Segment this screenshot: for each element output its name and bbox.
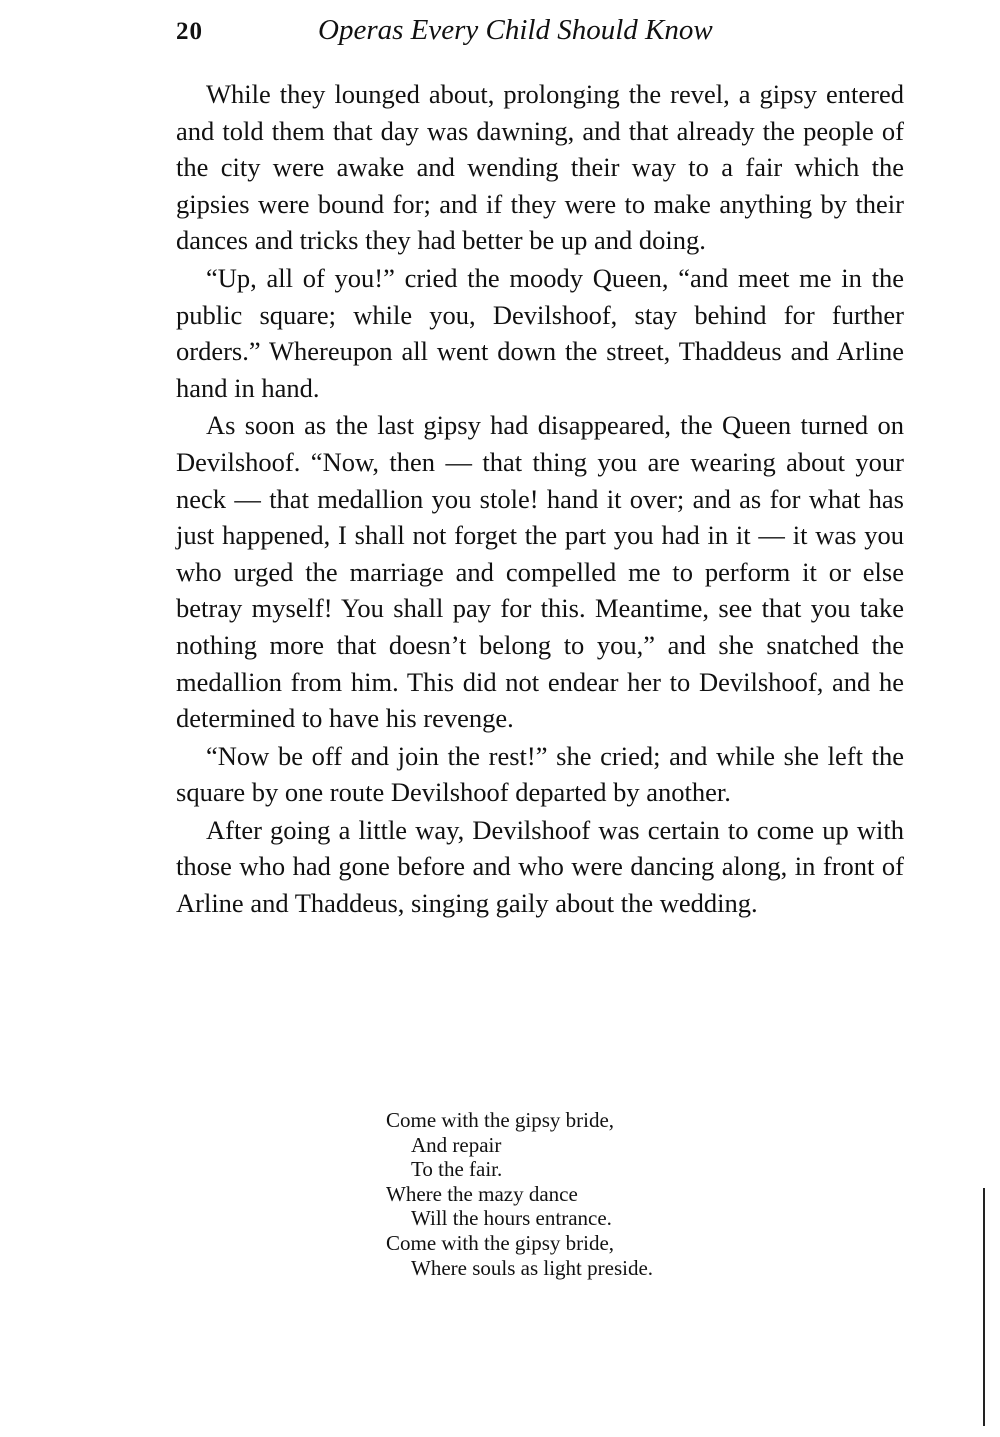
- verse-line: Come with the gipsy bride,: [386, 1230, 615, 1255]
- scan-edge-mark: [983, 1188, 985, 1426]
- paragraph: “Up, all of you!” cried the moody Queen, “and meet me in the public square; while you, Devilshoof, stay behind for further orders.” Whereupon all went down the street, Thaddeus and Arline hand in hand.: [176, 262, 904, 403]
- verse-line: Where the mazy dance: [386, 1181, 578, 1206]
- paragraph: While they lounged about, prolonging the revel, a gipsy entered and told them that day was dawning, and that already the people of the city were awake and wending their way to a fair which the gipsies were bound for; and if they were to make anything by their dances and tricks they had better be up and doing.: [176, 79, 904, 256]
- verse-line: Will the hours entrance.: [411, 1206, 612, 1231]
- page-header: [176, 14, 904, 54]
- verse-line: To the fair.: [411, 1157, 503, 1182]
- paragraph: After going a little way, Devilshoof was certain to come up with those who had gone before and who were dancing along, in front of Arline and Thaddeus, singing gaily about the wedding.: [176, 814, 904, 919]
- body-text: [176, 76, 904, 923]
- paragraph: As soon as the last gipsy had disappeared, the Queen turned on Devilshoof. “Now, then — that thing you are wearing about your neck — that medallion you stole! hand it over; and as for what has just happened, I shall not forget the part you had in it — it was you who urged the marriage and compelled me to perform it or else betray myself! You shall pay for this. Meantime, see that you take nothing more that doesn’t belong to you,” and she snatched the medallion from him. This did not endear her to Devilshoof, and he determined to have his revenge.: [176, 410, 904, 734]
- verse-line: And repair: [411, 1132, 502, 1157]
- paragraph: “Now be off and join the rest!” she cried; and while she left the square by one route Devilshoof departed by another.: [176, 740, 904, 808]
- running-title: Operas Every Child Should Know: [318, 14, 713, 46]
- verse-line: Where souls as light preside.: [411, 1255, 654, 1280]
- song-verse: [386, 1108, 806, 1280]
- verse-line: Come with the gipsy bride,: [386, 1108, 615, 1132]
- page-number: 20: [176, 18, 203, 45]
